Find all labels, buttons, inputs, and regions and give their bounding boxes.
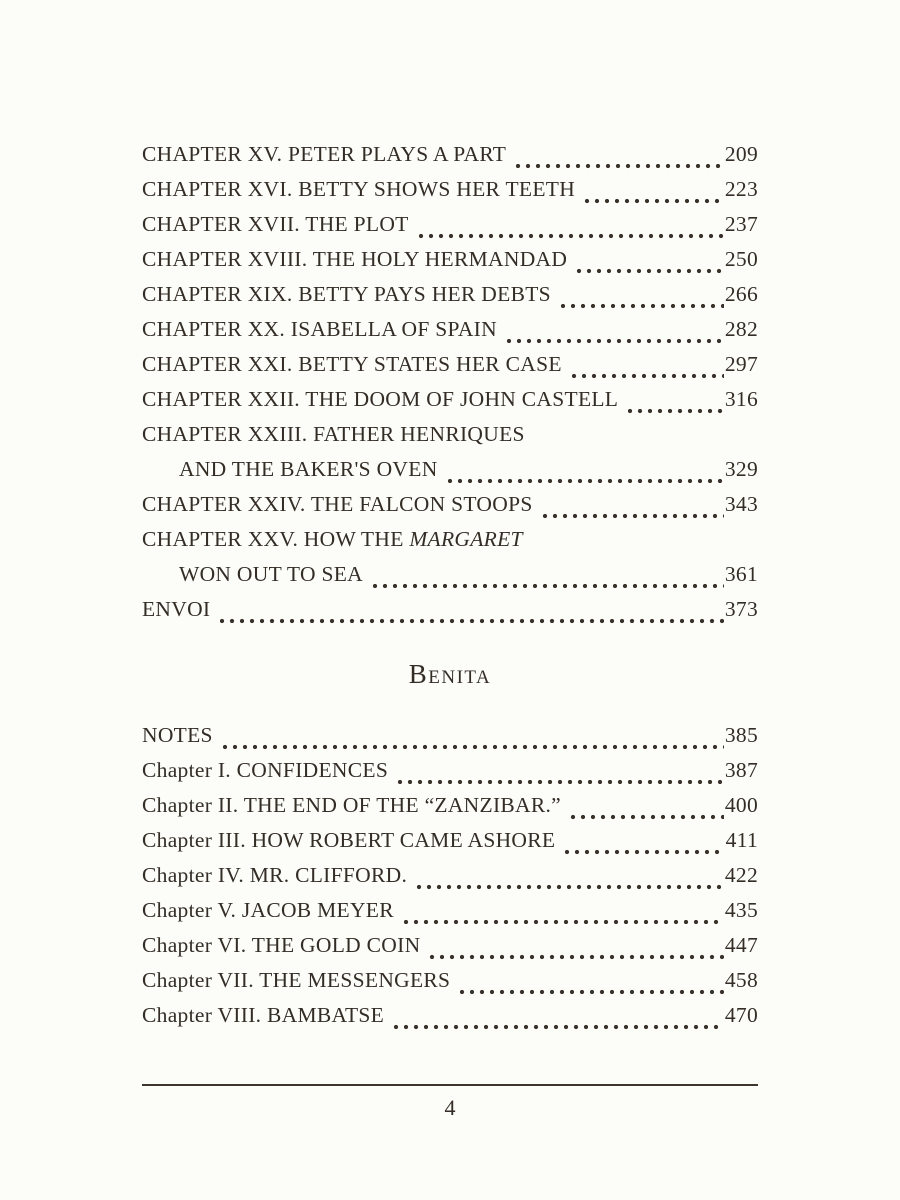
- footer-divider: [142, 1084, 758, 1086]
- dot-leader: [513, 137, 724, 172]
- toc-entry-title: CHAPTER XXI. BETTY STATES HER CASE: [142, 352, 562, 376]
- toc-entry-row: [142, 172, 758, 207]
- toc-entry-title: Chapter I. CONFIDENCES: [142, 758, 389, 782]
- toc-entry-row: [142, 592, 758, 627]
- toc-entry-page-number: 329: [724, 457, 758, 481]
- toc-entry-title: CHAPTER XVII. THE PLOT: [142, 212, 409, 236]
- toc-entry-title: Chapter VI. THE GOLD COIN: [142, 933, 421, 957]
- toc-entry[interactable]: [142, 347, 758, 382]
- toc-entry-title: Chapter III. HOW ROBERT CAME ASHORE: [142, 828, 556, 852]
- toc-entry[interactable]: [142, 592, 758, 627]
- toc-entry-row: [142, 963, 758, 998]
- toc-section-fair-margaret: [142, 137, 758, 627]
- toc-entry[interactable]: [142, 998, 758, 1033]
- toc-entry-page-number: 447: [724, 933, 758, 957]
- dot-leader: [457, 963, 724, 998]
- toc-entry-row: [142, 207, 758, 242]
- dot-leader: [220, 718, 724, 753]
- toc-entry-page-number: 250: [724, 247, 758, 271]
- dot-leader: [558, 277, 724, 312]
- toc-entry-title: WON OUT TO SEA: [179, 562, 363, 586]
- toc-entry-row: [142, 823, 758, 858]
- toc-entry-page-number: 237: [724, 212, 758, 236]
- toc-entry[interactable]: [142, 823, 758, 858]
- toc-entry-page-number: 458: [724, 968, 758, 992]
- toc-entry-page-number: 343: [724, 492, 758, 516]
- toc-entry-page-number: 411: [725, 828, 758, 852]
- toc-entry-row: [142, 347, 758, 382]
- toc-entry-page-number: 387: [724, 758, 758, 782]
- table-of-contents: [142, 137, 758, 1033]
- toc-entry-title-italic: MARGARET: [409, 527, 523, 551]
- toc-entry-title: CHAPTER XXV. HOW THE MARGARET: [142, 527, 523, 551]
- toc-entry-page-number: 297: [724, 352, 758, 376]
- toc-entry[interactable]: [142, 963, 758, 998]
- toc-entry-title: CHAPTER XXIII. FATHER HENRIQUES: [142, 422, 525, 446]
- toc-entry-row: [142, 928, 758, 963]
- toc-entry-row: [142, 788, 758, 823]
- dot-leader: [540, 487, 724, 522]
- toc-entry-title: Chapter II. THE END OF THE “ZANZIBAR.”: [142, 793, 562, 817]
- toc-entry[interactable]: [142, 172, 758, 207]
- dot-leader: [625, 382, 724, 417]
- dot-leader: [401, 893, 724, 928]
- toc-entry-row: [142, 998, 758, 1033]
- toc-entry-title: CHAPTER XVIII. THE HOLY HERMANDAD: [142, 247, 568, 271]
- toc-entry-page-number: 223: [724, 177, 758, 201]
- dot-leader: [391, 998, 724, 1033]
- toc-entry-title: CHAPTER XX. ISABELLA OF SPAIN: [142, 317, 497, 341]
- toc-entry-page-number: 422: [724, 863, 758, 887]
- toc-entry-page-number: 266: [724, 282, 758, 306]
- toc-entry-title: Chapter IV. MR. CLIFFORD.: [142, 863, 408, 887]
- dot-leader: [414, 858, 724, 893]
- toc-entry-title: NOTES: [142, 723, 213, 747]
- toc-entry[interactable]: [142, 242, 758, 277]
- toc-entry[interactable]: [142, 487, 758, 522]
- section-heading: Benita: [408, 659, 492, 689]
- dot-leader: [568, 788, 724, 823]
- toc-entry-row: [142, 137, 758, 172]
- toc-entry-page-number: 435: [724, 898, 758, 922]
- toc-entry[interactable]: [142, 312, 758, 347]
- toc-entry[interactable]: [142, 788, 758, 823]
- toc-entry[interactable]: [142, 277, 758, 312]
- toc-entry-row: [142, 242, 758, 277]
- dot-leader: [395, 753, 724, 788]
- dot-leader: [574, 242, 724, 277]
- toc-entry-title: AND THE BAKER'S OVEN: [179, 457, 438, 481]
- toc-entry[interactable]: [142, 858, 758, 893]
- toc-entry-row: [142, 277, 758, 312]
- toc-entry-row: [142, 312, 758, 347]
- toc-entry-row: [142, 858, 758, 893]
- toc-entry-title: Chapter VII. THE MESSENGERS: [142, 968, 451, 992]
- toc-entry-title: CHAPTER XIX. BETTY PAYS HER DEBTS: [142, 282, 551, 306]
- toc-entry-page-number: 470: [724, 1003, 758, 1027]
- dot-leader: [445, 452, 724, 487]
- toc-entry[interactable]: [142, 753, 758, 788]
- dot-leader: [427, 928, 723, 963]
- toc-entry-page-number: 282: [724, 317, 758, 341]
- toc-entry[interactable]: [142, 207, 758, 242]
- toc-entry-page-number: 385: [724, 723, 758, 747]
- toc-entry-row: [142, 893, 758, 928]
- toc-entry-page-number: 209: [724, 142, 758, 166]
- toc-entry-title: Chapter V. JACOB MEYER: [142, 898, 394, 922]
- toc-entry-row: [142, 753, 758, 788]
- toc-entry-page-number: 373: [724, 597, 758, 621]
- toc-entry-title: ENVOI: [142, 597, 211, 621]
- toc-entry[interactable]: [142, 137, 758, 172]
- toc-entry-title: CHAPTER XV. PETER PLAYS A PART: [142, 142, 507, 166]
- toc-entry-row: [142, 487, 758, 522]
- toc-entry[interactable]: [142, 928, 758, 963]
- toc-section-benita: [142, 655, 758, 1033]
- toc-entry-title: CHAPTER XXII. THE DOOM OF JOHN CASTELL: [142, 387, 619, 411]
- dot-leader: [582, 172, 724, 207]
- toc-entry-title: Chapter VIII. BAMBATSE: [142, 1003, 385, 1027]
- toc-entry-page-number: 316: [724, 387, 758, 411]
- toc-entry-row: [142, 452, 758, 487]
- toc-entry[interactable]: [142, 382, 758, 417]
- toc-entry-row: [142, 382, 758, 417]
- toc-entry-page-number: 361: [724, 562, 758, 586]
- toc-entry[interactable]: [142, 522, 758, 592]
- dot-leader: [370, 557, 724, 592]
- dot-leader: [569, 347, 724, 382]
- toc-entry[interactable]: [142, 718, 758, 753]
- dot-leader: [416, 207, 724, 242]
- dot-leader: [217, 592, 723, 627]
- toc-entry[interactable]: [142, 417, 758, 487]
- dot-leader: [504, 312, 724, 347]
- toc-entry-row: [142, 718, 758, 753]
- toc-entry-row: [142, 557, 758, 592]
- toc-entry-title: CHAPTER XXIV. THE FALCON STOOPS: [142, 492, 533, 516]
- toc-entry-title: CHAPTER XVI. BETTY SHOWS HER TEETH: [142, 177, 576, 201]
- dot-leader: [562, 823, 724, 858]
- page-number: 4: [444, 1095, 456, 1120]
- toc-entry[interactable]: [142, 893, 758, 928]
- toc-entry-page-number: 400: [724, 793, 758, 817]
